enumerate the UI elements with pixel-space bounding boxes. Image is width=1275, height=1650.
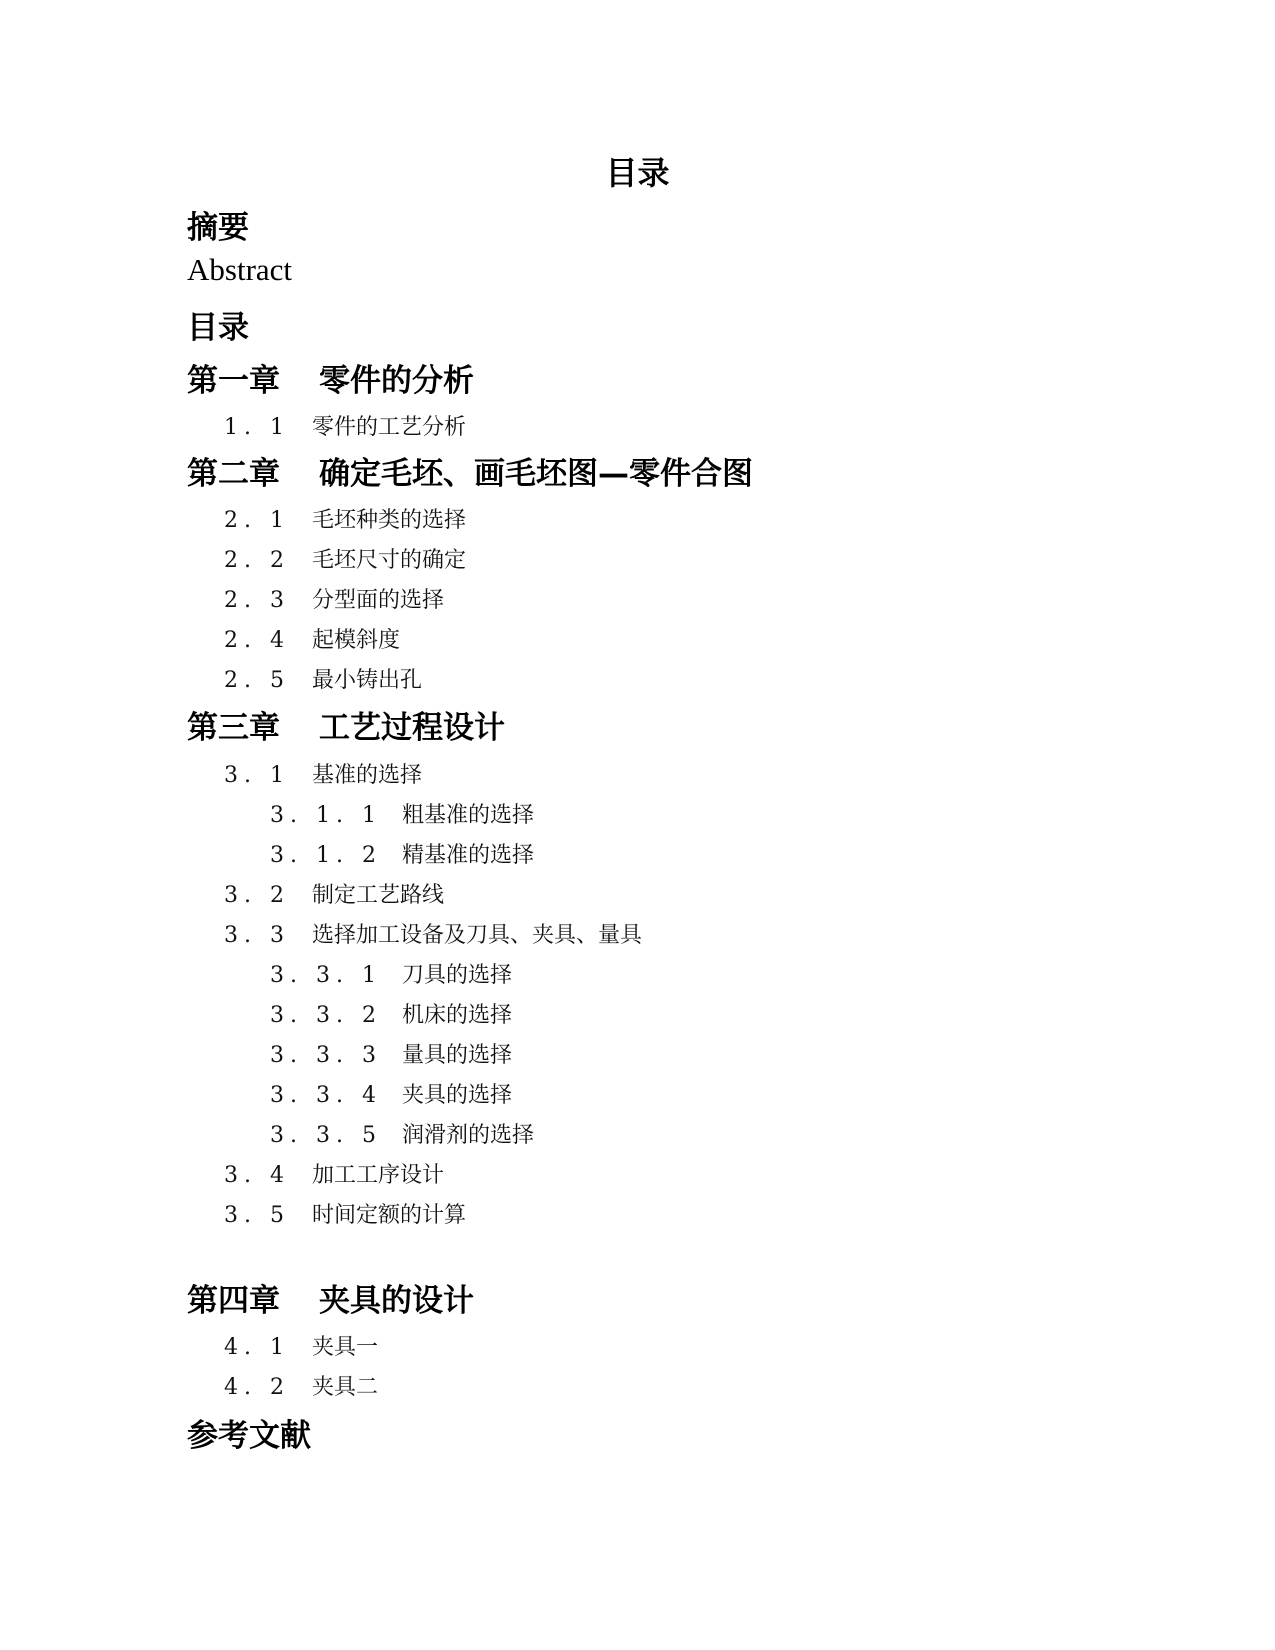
toc-entry-number: 3. 4 [224, 1163, 290, 1188]
toc-entry-label: 参考文献 [187, 1418, 311, 1454]
toc-entry-label: 夹具的设计 [319, 1283, 474, 1319]
toc-chapter[interactable] [187, 448, 753, 493]
toc-entry[interactable] [187, 302, 249, 347]
toc-section[interactable] [224, 758, 422, 789]
toc-entry-label: 选择加工设备及刀具、夹具、量具 [312, 923, 643, 948]
toc-entry-number: 3. 5 [224, 1203, 290, 1228]
toc-entry-number: 第一章 [187, 363, 280, 399]
toc-entry-label: 最小铸出孔 [312, 668, 423, 693]
toc-entry-number: 2. 5 [224, 668, 290, 693]
toc-entry-number: 2. 4 [224, 628, 290, 653]
toc-entry-label: 时间定额的计算 [312, 1203, 467, 1228]
toc-entry-label: 确定毛坯、画毛坯图—零件合图 [319, 456, 753, 492]
toc-section[interactable] [224, 1198, 466, 1229]
toc-entry-number: 3. 3 [224, 923, 290, 948]
toc-entry-label: 刀具的选择 [402, 963, 513, 988]
toc-subsection[interactable] [270, 838, 534, 869]
toc-entry-label: 摘要 [187, 210, 249, 246]
toc-subsection[interactable] [270, 798, 534, 829]
toc-section[interactable] [224, 918, 642, 949]
toc-entry-number: 3. 1. 1 [270, 803, 382, 828]
toc-entry-number: 第三章 [187, 710, 280, 746]
toc-entry-label: 零件的分析 [319, 363, 474, 399]
toc-section[interactable] [224, 410, 466, 441]
toc-section[interactable] [224, 623, 400, 654]
toc-entry-label: 量具的选择 [402, 1043, 513, 1068]
toc-entry-label: 制定工艺路线 [312, 883, 445, 908]
toc-entry-label: Abstract [187, 252, 293, 287]
toc-subsection[interactable] [270, 1118, 534, 1149]
toc-section[interactable] [224, 1370, 378, 1401]
toc-entry-number: 3. 3. 2 [270, 1003, 382, 1028]
toc-entry-label: 润滑剂的选择 [402, 1123, 535, 1148]
toc-entry-number: 4. 2 [224, 1375, 290, 1400]
toc-section[interactable] [224, 1158, 444, 1189]
toc-entry-label: 分型面的选择 [312, 588, 445, 613]
toc-entry-label: 起模斜度 [312, 628, 401, 653]
toc-entry-label: 精基准的选择 [402, 843, 535, 868]
toc-entry-label: 夹具一 [312, 1335, 379, 1360]
toc-entry-label: 工艺过程设计 [319, 710, 505, 746]
toc-subsection[interactable] [270, 998, 512, 1029]
toc-section[interactable] [224, 583, 444, 614]
toc-entry-number: 1. 1 [224, 415, 290, 440]
toc-entry-number: 2. 2 [224, 548, 290, 573]
toc-entry[interactable] [187, 202, 249, 247]
toc-entry-number: 第二章 [187, 456, 280, 492]
toc-chapter[interactable] [187, 702, 505, 747]
toc-section[interactable] [224, 503, 466, 534]
toc-entry-number: 3. 1 [224, 763, 290, 788]
toc-chapter[interactable] [187, 1275, 474, 1320]
toc-entry-label: 夹具二 [312, 1375, 379, 1400]
page-title: 目录 [605, 154, 670, 192]
toc-entry-number: 第四章 [187, 1283, 280, 1319]
toc-entry-number: 3. 3. 1 [270, 963, 382, 988]
toc-entry-label: 粗基准的选择 [402, 803, 535, 828]
toc-entry-number: 4. 1 [224, 1335, 290, 1360]
toc-entry-number: 2. 1 [224, 508, 290, 533]
toc-entry-label: 机床的选择 [402, 1003, 513, 1028]
toc-subsection[interactable] [270, 958, 512, 989]
toc-entry-label: 毛坯尺寸的确定 [312, 548, 467, 573]
toc-entry-number: 3. 3. 5 [270, 1123, 382, 1148]
toc-section[interactable] [224, 878, 444, 909]
toc-entry-number: 3. 1. 2 [270, 843, 382, 868]
toc-subsection[interactable] [270, 1078, 512, 1109]
toc-chapter[interactable] [187, 355, 474, 400]
toc-entry-label: 夹具的选择 [402, 1083, 513, 1108]
toc-entry[interactable] [187, 252, 292, 288]
toc-entry-label: 目录 [187, 310, 249, 346]
toc-entry-label: 基准的选择 [312, 763, 423, 788]
toc-entry-label: 零件的工艺分析 [312, 415, 467, 440]
toc-section[interactable] [224, 543, 466, 574]
toc-entry[interactable] [187, 1410, 311, 1455]
toc-section[interactable] [224, 663, 422, 694]
toc-entry-number: 3. 2 [224, 883, 290, 908]
toc-subsection[interactable] [270, 1038, 512, 1069]
toc-entry-number: 3. 3. 4 [270, 1083, 382, 1108]
toc-entry-number: 3. 3. 3 [270, 1043, 382, 1068]
toc-section[interactable] [224, 1330, 378, 1361]
toc-entry-number: 2. 3 [224, 588, 290, 613]
toc-entry-label: 加工工序设计 [312, 1163, 445, 1188]
toc-entry-label: 毛坯种类的选择 [312, 508, 467, 533]
